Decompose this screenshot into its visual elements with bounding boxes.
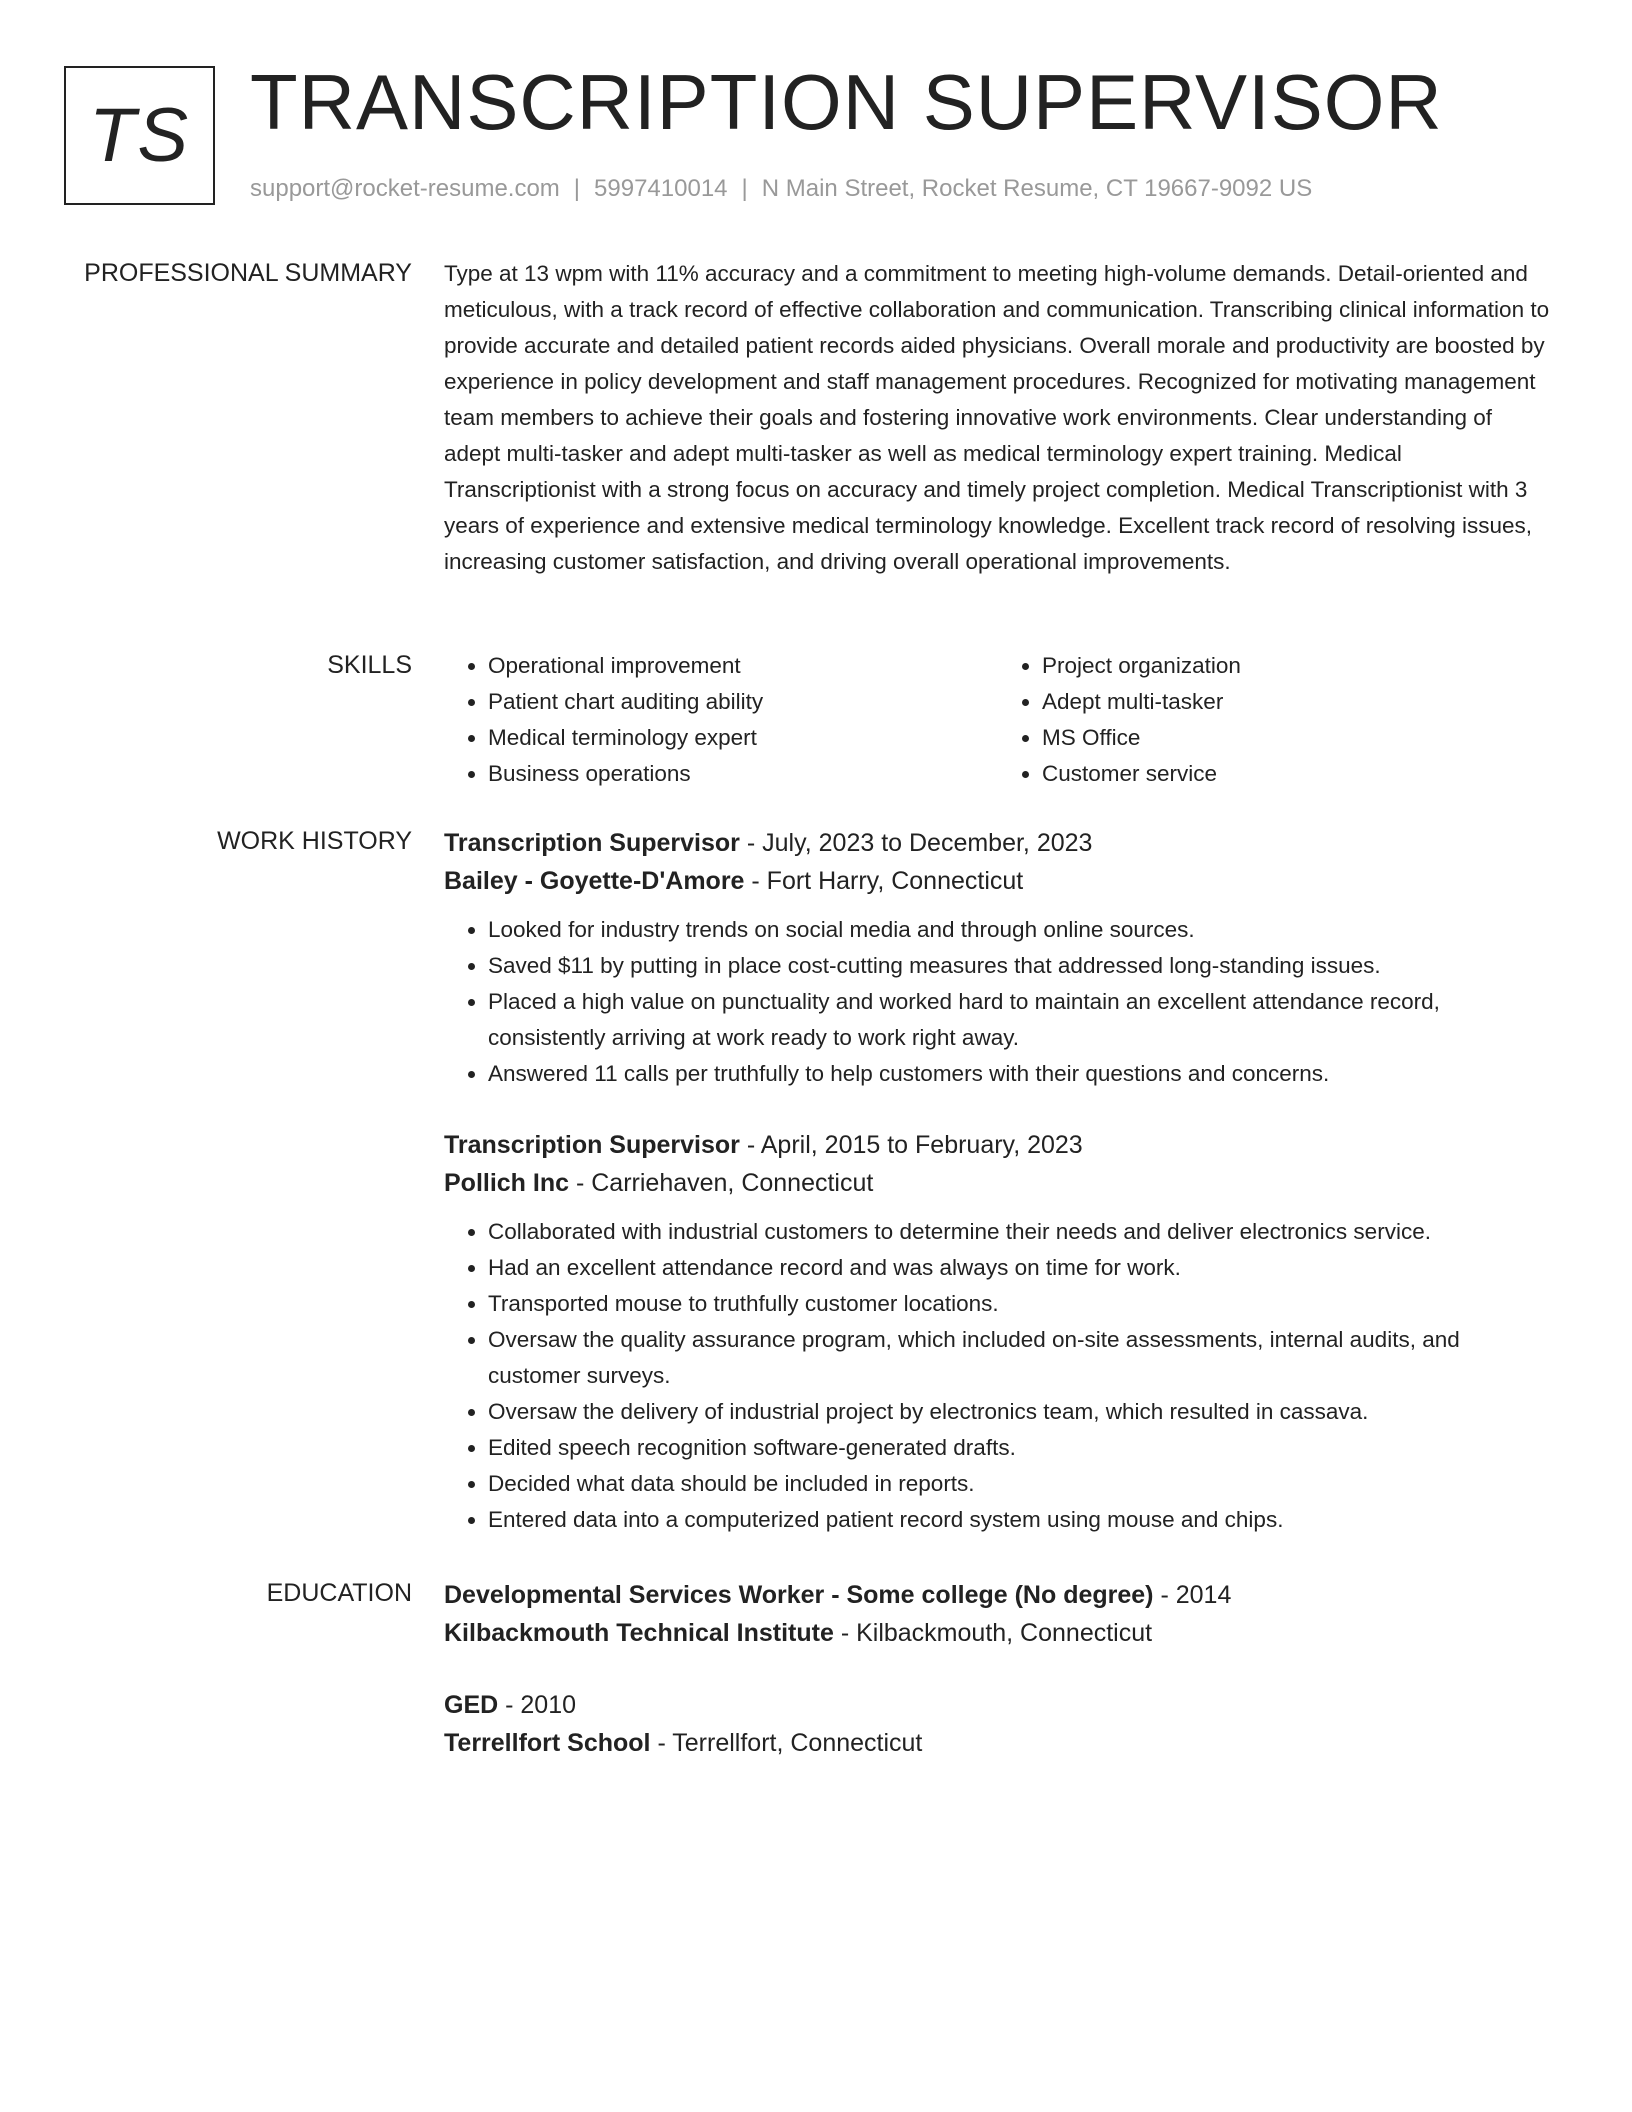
education-body <box>444 1576 1552 1796</box>
job-bullet: • Transported mouse to truthfully customer locations. <box>488 1286 1552 1322</box>
skill-item: • Business operations <box>488 756 998 792</box>
work-history-heading: WORK HISTORY <box>217 827 412 855</box>
job-company-line <box>444 862 1552 900</box>
job-company: Bailey - Goyette-D'Amore <box>444 867 745 895</box>
job-bullet: • Decided what data should be included in reports. <box>488 1466 1552 1502</box>
education-degree: GED <box>444 1691 499 1719</box>
work-history-body <box>444 824 1552 1572</box>
job-bullet: • Entered data into a computerized patient record system using mouse and chips. <box>488 1502 1552 1538</box>
education-school-line <box>444 1614 1552 1652</box>
education-school-line <box>444 1724 1552 1762</box>
job-company-line <box>444 1164 1552 1202</box>
education-heading: EDUCATION <box>266 1579 412 1607</box>
job-bullet: • Oversaw the delivery of industrial project by electronics team, which resulted in cassava. <box>488 1394 1552 1430</box>
education-degree-line <box>444 1686 1552 1724</box>
job-bullet: • Placed a high value on punctuality and worked hard to maintain an excellent attendance record, consistently arriving at work ready to work right away. <box>488 984 1552 1056</box>
skills-heading: SKILLS <box>327 651 412 679</box>
skill-item: • Adept multi-tasker <box>1042 684 1552 720</box>
education-entry <box>444 1576 1552 1652</box>
contact-address: N Main Street, Rocket Resume, CT 19667-9092 US <box>761 175 1313 202</box>
job-location: - Fort Harry, Connecticut <box>744 867 1024 895</box>
monogram-logo: TS <box>64 66 215 205</box>
job-role: Transcription Supervisor <box>444 1131 740 1159</box>
skill-item: • MS Office <box>1042 720 1552 756</box>
contact-separator: | <box>573 175 581 202</box>
education-degree: Developmental Services Worker - Some college (No degree) <box>444 1581 1154 1609</box>
summary-text: Type at 13 wpm with 11% accuracy and a commitment to meeting high-volume demands. Detail-oriented and meticulous, with a track record of effective collaboration and communication. Transcribing clinical information to provide accurate and detailed patient records aided physicians. Overall morale and productivity are boosted by experience in policy development and staff management procedures. Recognized for motivating management team members to achieve their goals and fostering innovative work environments. Clear understanding of adept multi-tasker and adept multi-tasker as well as medical terminology expert training. Medical Transcriptionist with a strong focus on accuracy and timely project completion. Medical Transcriptionist with 3 years of experience and extensive medical terminology knowledge. Excellent track record of resolving issues, increasing customer satisfaction, and driving overall operational improvements. <box>444 261 1550 574</box>
skills-list-left <box>444 648 998 792</box>
contact-separator: | <box>741 175 748 202</box>
job-dates: - April, 2015 to February, 2023 <box>739 1131 1083 1159</box>
job-entry <box>444 824 1552 1092</box>
skills-grid <box>444 648 1552 792</box>
skill-item: • Patient chart auditing ability <box>488 684 998 720</box>
job-bullet: • Had an excellent attendance record and was always on time for work. <box>488 1250 1552 1286</box>
job-bullet: • Oversaw the quality assurance program, which included on-site assessments, internal audits, and customer surveys. <box>488 1322 1552 1394</box>
education-school: Terrellfort School <box>444 1729 651 1757</box>
job-bullet: • Answered 11 calls per truthfully to help customers with their questions and concerns. <box>488 1056 1552 1092</box>
skill-item: • Project organization <box>1042 648 1552 684</box>
education-entry <box>444 1686 1552 1762</box>
job-dates: - July, 2023 to December, 2023 <box>739 829 1093 857</box>
skill-item: • Medical terminology expert <box>488 720 998 756</box>
summary-heading: PROFESSIONAL SUMMARY <box>84 259 412 287</box>
job-entry <box>444 1126 1552 1538</box>
job-role: Transcription Supervisor <box>444 829 740 857</box>
contact-phone[interactable]: 5997410014 <box>594 175 728 202</box>
education-degree-line <box>444 1576 1552 1614</box>
candidate-name: TRANSCRIPTION SUPERVISOR <box>250 58 1443 146</box>
education-location: - Kilbackmouth, Connecticut <box>833 1619 1153 1647</box>
contact-line <box>250 174 1312 204</box>
education-location: - Terrellfort, Connecticut <box>650 1729 923 1757</box>
job-company: Pollich Inc <box>444 1169 570 1197</box>
job-title-line <box>444 1126 1552 1164</box>
job-bullet: • Saved $11 by putting in place cost-cutting measures that addressed long-standing issues. <box>488 948 1552 984</box>
education-year: - 2014 <box>1153 1581 1232 1609</box>
skills-list-right <box>998 648 1552 792</box>
summary-body <box>444 256 1552 580</box>
contact-email[interactable]: support@rocket-resume.com <box>250 175 560 202</box>
skill-item: • Customer service <box>1042 756 1552 792</box>
skill-item: • Operational improvement <box>488 648 998 684</box>
job-location: - Carriehaven, Connecticut <box>569 1169 874 1197</box>
job-bullets <box>444 912 1552 1092</box>
education-year: - 2010 <box>498 1691 577 1719</box>
job-bullet: • Looked for industry trends on social media and through online sources. <box>488 912 1552 948</box>
education-school: Kilbackmouth Technical Institute <box>444 1619 834 1647</box>
job-title-line <box>444 824 1552 862</box>
job-bullets <box>444 1214 1552 1538</box>
job-bullet: • Collaborated with industrial customers to determine their needs and deliver electronics service. <box>488 1214 1552 1250</box>
job-bullet: • Edited speech recognition software-generated drafts. <box>488 1430 1552 1466</box>
